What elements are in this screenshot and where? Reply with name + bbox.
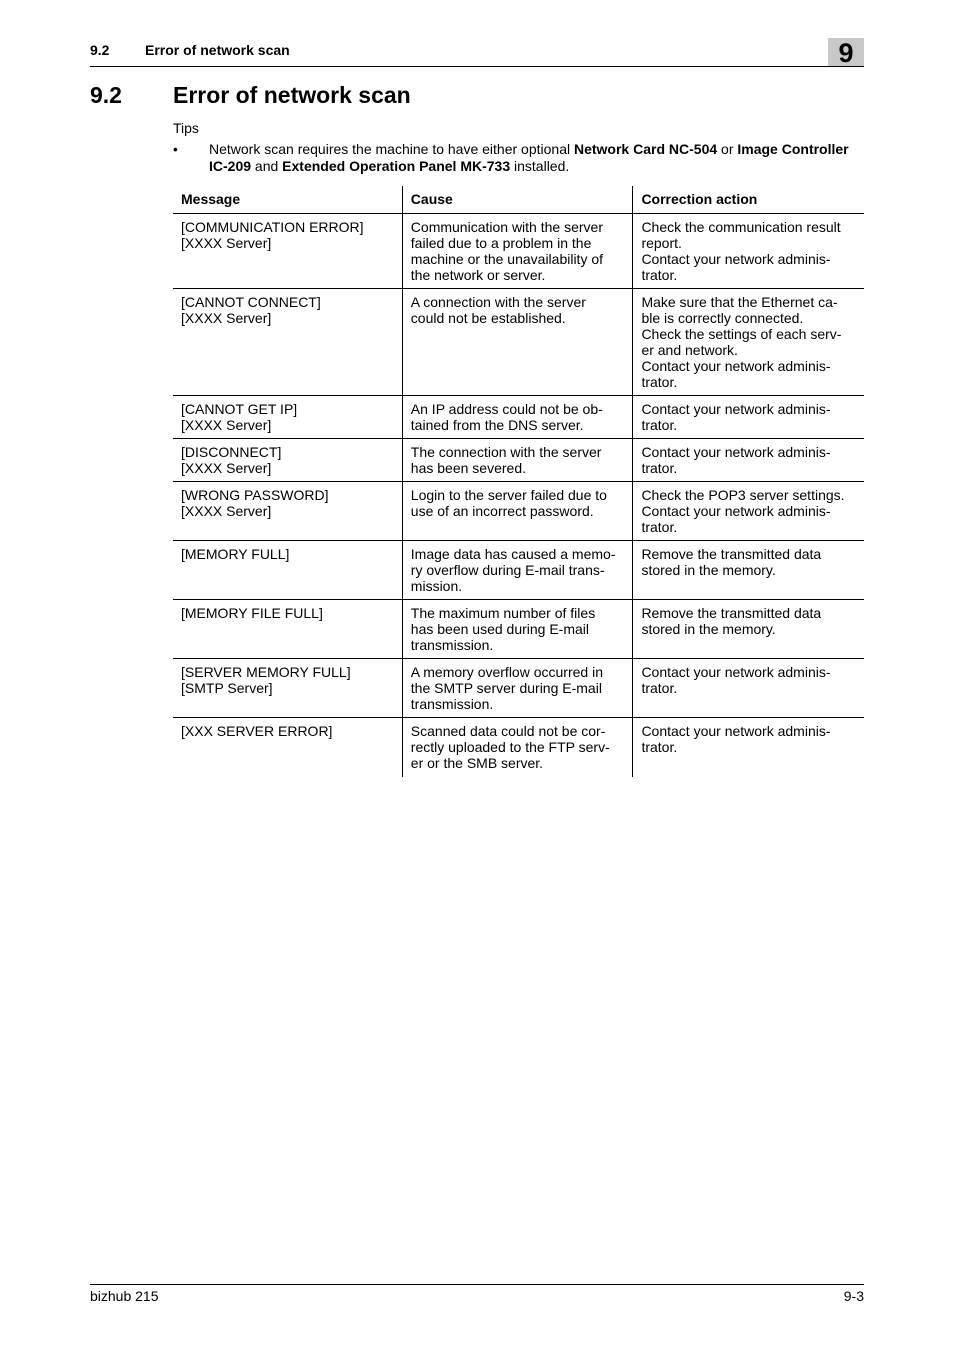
correction-action-cell bbox=[633, 482, 864, 541]
message-cell bbox=[173, 214, 402, 289]
cell-text-line: trator. bbox=[641, 374, 678, 390]
heading-title: Error of network scan bbox=[173, 82, 411, 108]
cell-text-line: Image data has caused a memo- bbox=[410, 546, 616, 562]
cell-text-line: Contact your network adminis- bbox=[641, 401, 831, 417]
cell-text-line: trator. bbox=[641, 519, 678, 535]
heading-number: 9.2 bbox=[90, 82, 122, 108]
cell-text-line: Contact your network adminis- bbox=[641, 723, 831, 739]
correction-action-cell bbox=[633, 541, 864, 600]
cause-cell bbox=[402, 541, 633, 600]
cell-text-line: Check the POP3 server settings. bbox=[641, 487, 845, 503]
footer-product-name: bizhub 215 bbox=[90, 1288, 159, 1304]
cell-text-line: Check the settings of each serv- bbox=[641, 326, 842, 342]
tip-item bbox=[173, 141, 865, 175]
cell-text-line: transmission. bbox=[410, 696, 494, 712]
table-row bbox=[173, 718, 864, 778]
page-title bbox=[90, 82, 411, 109]
cell-text-line: [SERVER MEMORY FULL] bbox=[181, 664, 351, 680]
message-cell bbox=[173, 396, 402, 439]
correction-action-cell bbox=[633, 289, 864, 396]
cell-text-line: Communication with the server bbox=[410, 219, 603, 235]
cell-text-line: er and network. bbox=[641, 342, 738, 358]
correction-action-cell bbox=[633, 214, 864, 289]
message-cell bbox=[173, 659, 402, 718]
cause-cell bbox=[402, 439, 633, 482]
cell-text-line: [XXXX Server] bbox=[181, 310, 272, 326]
cell-text-line: report. bbox=[641, 235, 682, 251]
cell-text-line: has been used during E-mail bbox=[410, 621, 590, 637]
message-cell bbox=[173, 482, 402, 541]
table-body bbox=[173, 214, 864, 778]
cell-text-line: failed due to a problem in the bbox=[410, 235, 592, 251]
tip-text bbox=[209, 141, 865, 175]
header-section-number: 9.2 bbox=[90, 42, 110, 58]
cause-cell bbox=[402, 482, 633, 541]
table-row bbox=[173, 482, 864, 541]
footer-page-number: 9-3 bbox=[843, 1288, 864, 1304]
cell-text-line: [XXXX Server] bbox=[181, 460, 272, 476]
tip-text-run: installed. bbox=[510, 158, 570, 174]
column-header-correction-action: Correction action bbox=[633, 186, 864, 214]
cell-text-line: Contact your network adminis- bbox=[641, 664, 831, 680]
cell-text-line: [XXXX Server] bbox=[181, 503, 272, 519]
cause-cell bbox=[402, 289, 633, 396]
cell-text-line: The maximum number of files bbox=[410, 605, 596, 621]
cause-cell bbox=[402, 600, 633, 659]
tip-text-run: Network scan requires the machine to have either optional bbox=[209, 141, 574, 157]
chapter-tab: 9 bbox=[828, 38, 864, 66]
cell-text-line: A connection with the server bbox=[410, 294, 586, 310]
cell-text-line: Scanned data could not be cor- bbox=[410, 723, 606, 739]
cell-text-line: trator. bbox=[641, 680, 678, 696]
message-cell bbox=[173, 718, 402, 778]
table-row bbox=[173, 289, 864, 396]
cell-text-line: ble is correctly connected. bbox=[641, 310, 804, 326]
cell-text-line: A memory overflow occurred in bbox=[410, 664, 603, 680]
bullet-icon: • bbox=[173, 141, 178, 157]
message-cell bbox=[173, 439, 402, 482]
cell-text-line: the network or server. bbox=[410, 267, 546, 283]
correction-action-cell bbox=[633, 718, 864, 778]
tip-text-run: and bbox=[251, 158, 283, 174]
correction-action-cell bbox=[633, 600, 864, 659]
tip-product-name: Image Controller IC-209 bbox=[209, 141, 849, 174]
cell-text-line: er or the SMB server. bbox=[410, 755, 544, 771]
cause-cell bbox=[402, 718, 633, 778]
table-row bbox=[173, 541, 864, 600]
cell-text-line: Contact your network adminis- bbox=[641, 444, 831, 460]
cell-text-line: [WRONG PASSWORD] bbox=[181, 487, 329, 503]
cell-text-line: trator. bbox=[641, 460, 678, 476]
table-row bbox=[173, 214, 864, 289]
tip-product-name: Network Card NC-504 bbox=[573, 141, 718, 157]
table-row bbox=[173, 439, 864, 482]
cell-text-line: Make sure that the Ethernet ca- bbox=[641, 294, 838, 310]
column-header-message: Message bbox=[181, 191, 241, 207]
cell-text-line: ry overflow during E-mail trans- bbox=[410, 562, 605, 578]
tip-text-run: or bbox=[717, 141, 738, 157]
header-section-title: Error of network scan bbox=[145, 42, 290, 58]
cell-text-line: transmission. bbox=[410, 637, 494, 653]
cell-text-line: [COMMUNICATION ERROR] bbox=[181, 219, 364, 235]
cell-text-line: [DISCONNECT] bbox=[181, 444, 282, 460]
cell-text-line: mission. bbox=[410, 578, 463, 594]
cell-text-line: trator. bbox=[641, 417, 678, 433]
cell-text-line: Check the communication result bbox=[641, 219, 841, 235]
running-header bbox=[90, 38, 864, 68]
cell-text-line: trator. bbox=[641, 267, 678, 283]
correction-action-cell bbox=[633, 439, 864, 482]
cell-text-line: [CANNOT GET IP] bbox=[181, 401, 298, 417]
table-header-row bbox=[173, 186, 864, 214]
cell-text-line: [XXX SERVER ERROR] bbox=[181, 723, 333, 739]
cause-cell bbox=[402, 214, 633, 289]
cell-text-line: Login to the server failed due to bbox=[410, 487, 607, 503]
error-table bbox=[173, 186, 864, 777]
cell-text-line: has been severed. bbox=[410, 460, 526, 476]
table-row bbox=[173, 396, 864, 439]
cell-text-line: Contact your network adminis- bbox=[641, 251, 831, 267]
cell-text-line: Contact your network adminis- bbox=[641, 358, 831, 374]
cell-text-line: The connection with the server bbox=[410, 444, 602, 460]
correction-action-cell bbox=[633, 396, 864, 439]
cell-text-line: trator. bbox=[641, 739, 678, 755]
cell-text-line: machine or the unavailability of bbox=[410, 251, 604, 267]
tips-label: Tips bbox=[173, 120, 199, 136]
cell-text-line: rectly uploaded to the FTP serv- bbox=[410, 739, 610, 755]
cell-text-line: An IP address could not be ob- bbox=[410, 401, 603, 417]
cell-text-line: tained from the DNS server. bbox=[410, 417, 584, 433]
cause-cell bbox=[402, 659, 633, 718]
tip-product-name: Extended Operation Panel MK-733 bbox=[282, 158, 511, 174]
footer bbox=[90, 1284, 864, 1304]
cell-text-line: [SMTP Server] bbox=[181, 680, 273, 696]
cell-text-line: [XXXX Server] bbox=[181, 235, 272, 251]
cell-text-line: use of an incorrect password. bbox=[410, 503, 594, 519]
correction-action-cell bbox=[633, 659, 864, 718]
cell-text-line: [CANNOT CONNECT] bbox=[181, 294, 321, 310]
cell-text-line: Contact your network adminis- bbox=[641, 503, 831, 519]
table-row bbox=[173, 600, 864, 659]
cell-text-line: [XXXX Server] bbox=[181, 417, 272, 433]
cell-text-line: the SMTP server during E-mail bbox=[410, 680, 602, 696]
message-cell bbox=[173, 541, 402, 600]
cell-text-line: stored in the memory. bbox=[641, 621, 776, 637]
message-cell bbox=[173, 289, 402, 396]
cell-text-line: Remove the transmitted data bbox=[641, 546, 822, 562]
cell-text-line: [MEMORY FULL] bbox=[181, 546, 290, 562]
cell-text-line: [MEMORY FILE FULL] bbox=[181, 605, 323, 621]
column-header-cause: Cause bbox=[402, 186, 633, 214]
table-row bbox=[173, 659, 864, 718]
cause-cell bbox=[402, 396, 633, 439]
message-cell bbox=[173, 600, 402, 659]
cell-text-line: could not be established. bbox=[410, 310, 566, 326]
cell-text-line: Remove the transmitted data bbox=[641, 605, 822, 621]
cell-text-line: stored in the memory. bbox=[641, 562, 776, 578]
